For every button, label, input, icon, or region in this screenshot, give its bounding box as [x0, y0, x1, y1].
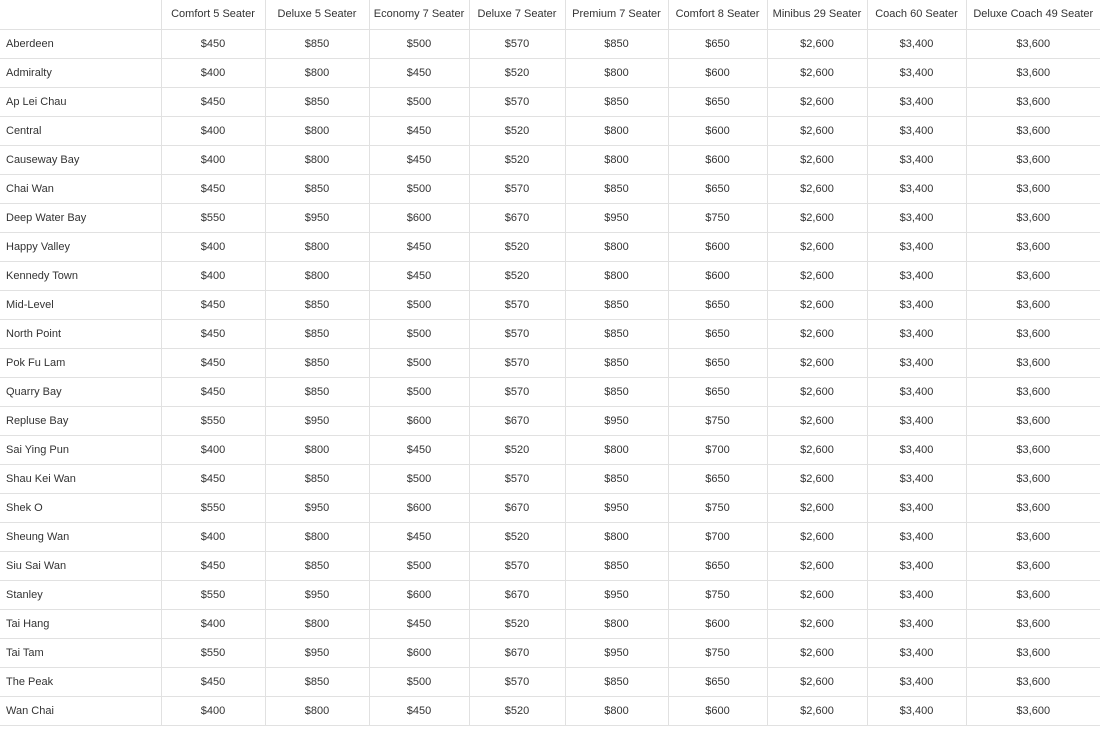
price-cell: $520 [469, 522, 565, 551]
price-cell: $600 [369, 580, 469, 609]
price-cell: $3,400 [867, 116, 966, 145]
price-cell: $2,600 [767, 522, 867, 551]
price-cell: $2,600 [767, 493, 867, 522]
location-cell: Mid-Level [0, 290, 161, 319]
price-cell: $570 [469, 290, 565, 319]
price-cell: $2,600 [767, 319, 867, 348]
price-cell: $450 [369, 696, 469, 725]
price-cell: $3,400 [867, 551, 966, 580]
price-cell: $650 [668, 464, 767, 493]
location-cell: Pok Fu Lam [0, 348, 161, 377]
price-cell: $520 [469, 609, 565, 638]
table-row [0, 261, 1100, 290]
price-cell: $850 [565, 319, 668, 348]
table-row [0, 435, 1100, 464]
price-cell: $850 [265, 174, 369, 203]
price-cell: $950 [265, 493, 369, 522]
corner-cell [0, 0, 161, 29]
price-cell: $550 [161, 203, 265, 232]
table-row [0, 638, 1100, 667]
column-header: Comfort 5 Seater [161, 0, 265, 29]
price-cell: $500 [369, 174, 469, 203]
price-cell: $450 [161, 377, 265, 406]
column-header: Deluxe 5 Seater [265, 0, 369, 29]
price-cell: $3,600 [966, 348, 1100, 377]
price-cell: $570 [469, 348, 565, 377]
price-cell: $2,600 [767, 58, 867, 87]
price-cell: $700 [668, 435, 767, 464]
price-cell: $600 [668, 261, 767, 290]
price-cell: $450 [161, 551, 265, 580]
price-cell: $800 [265, 435, 369, 464]
location-cell: Ap Lei Chau [0, 87, 161, 116]
table-row [0, 696, 1100, 725]
price-cell: $450 [161, 174, 265, 203]
price-cell: $800 [265, 145, 369, 174]
table-row [0, 464, 1100, 493]
price-cell: $850 [265, 87, 369, 116]
column-header: Comfort 8 Seater [668, 0, 767, 29]
price-cell: $500 [369, 87, 469, 116]
price-cell: $3,600 [966, 609, 1100, 638]
price-cell: $850 [265, 377, 369, 406]
price-cell: $850 [265, 290, 369, 319]
price-cell: $3,400 [867, 319, 966, 348]
price-cell: $3,600 [966, 580, 1100, 609]
price-cell: $3,400 [867, 145, 966, 174]
price-cell: $3,400 [867, 435, 966, 464]
price-cell: $2,600 [767, 29, 867, 58]
price-cell: $2,600 [767, 580, 867, 609]
price-cell: $570 [469, 377, 565, 406]
price-cell: $3,600 [966, 696, 1100, 725]
price-cell: $800 [265, 116, 369, 145]
price-cell: $3,600 [966, 493, 1100, 522]
price-cell: $450 [369, 58, 469, 87]
price-cell: $3,600 [966, 406, 1100, 435]
price-cell: $520 [469, 435, 565, 464]
table-row [0, 203, 1100, 232]
price-cell: $800 [565, 116, 668, 145]
price-cell: $950 [565, 493, 668, 522]
table-row [0, 174, 1100, 203]
price-cell: $450 [161, 464, 265, 493]
price-cell: $3,600 [966, 667, 1100, 696]
price-cell: $600 [668, 609, 767, 638]
price-cell: $3,600 [966, 145, 1100, 174]
price-cell: $650 [668, 29, 767, 58]
price-cell: $2,600 [767, 638, 867, 667]
price-cell: $3,400 [867, 290, 966, 319]
price-cell: $3,400 [867, 174, 966, 203]
price-cell: $950 [265, 580, 369, 609]
price-cell: $2,600 [767, 377, 867, 406]
price-cell: $600 [369, 493, 469, 522]
price-cell: $3,600 [966, 551, 1100, 580]
price-cell: $800 [565, 232, 668, 261]
price-cell: $3,600 [966, 377, 1100, 406]
table-row [0, 377, 1100, 406]
price-cell: $650 [668, 348, 767, 377]
price-cell: $3,600 [966, 319, 1100, 348]
price-cell: $3,600 [966, 87, 1100, 116]
price-cell: $2,600 [767, 609, 867, 638]
price-cell: $950 [565, 406, 668, 435]
price-cell: $3,400 [867, 377, 966, 406]
price-cell: $850 [265, 551, 369, 580]
price-cell: $800 [265, 261, 369, 290]
location-cell: Admiralty [0, 58, 161, 87]
price-cell: $670 [469, 638, 565, 667]
price-cell: $750 [668, 493, 767, 522]
price-cell: $3,400 [867, 493, 966, 522]
price-cell: $400 [161, 145, 265, 174]
price-cell: $600 [668, 696, 767, 725]
location-cell: Aberdeen [0, 29, 161, 58]
price-cell: $850 [565, 174, 668, 203]
price-cell: $800 [265, 696, 369, 725]
price-cell: $850 [265, 29, 369, 58]
price-cell: $2,600 [767, 290, 867, 319]
price-cell: $550 [161, 406, 265, 435]
location-cell: Shau Kei Wan [0, 464, 161, 493]
price-cell: $650 [668, 290, 767, 319]
price-cell: $670 [469, 406, 565, 435]
location-cell: Deep Water Bay [0, 203, 161, 232]
price-cell: $2,600 [767, 261, 867, 290]
price-cell: $650 [668, 377, 767, 406]
price-cell: $570 [469, 29, 565, 58]
location-cell: Wan Chai [0, 696, 161, 725]
table-row [0, 116, 1100, 145]
price-cell: $520 [469, 116, 565, 145]
price-cell: $850 [565, 667, 668, 696]
price-cell: $850 [565, 348, 668, 377]
price-cell: $650 [668, 551, 767, 580]
location-cell: Siu Sai Wan [0, 551, 161, 580]
price-cell: $850 [565, 551, 668, 580]
location-cell: Repluse Bay [0, 406, 161, 435]
price-cell: $3,400 [867, 261, 966, 290]
location-cell: Quarry Bay [0, 377, 161, 406]
column-header: Minibus 29 Seater [767, 0, 867, 29]
price-cell: $400 [161, 609, 265, 638]
table-row [0, 319, 1100, 348]
price-cell: $550 [161, 493, 265, 522]
price-cell: $520 [469, 145, 565, 174]
price-cell: $850 [565, 377, 668, 406]
price-cell: $2,600 [767, 203, 867, 232]
column-header: Deluxe 7 Seater [469, 0, 565, 29]
price-cell: $2,600 [767, 348, 867, 377]
table-row [0, 290, 1100, 319]
table-row [0, 609, 1100, 638]
price-cell: $3,400 [867, 609, 966, 638]
table-row [0, 667, 1100, 696]
price-cell: $500 [369, 551, 469, 580]
price-cell: $3,600 [966, 232, 1100, 261]
price-cell: $2,600 [767, 464, 867, 493]
table-row [0, 406, 1100, 435]
price-cell: $2,600 [767, 174, 867, 203]
price-cell: $3,400 [867, 58, 966, 87]
price-cell: $750 [668, 580, 767, 609]
price-cell: $450 [369, 145, 469, 174]
price-cell: $600 [668, 232, 767, 261]
price-cell: $3,600 [966, 638, 1100, 667]
price-cell: $670 [469, 580, 565, 609]
location-cell: Shek O [0, 493, 161, 522]
price-cell: $800 [565, 435, 668, 464]
price-cell: $450 [161, 319, 265, 348]
price-cell: $550 [161, 638, 265, 667]
price-cell: $520 [469, 696, 565, 725]
price-cell: $3,400 [867, 522, 966, 551]
price-cell: $3,400 [867, 87, 966, 116]
price-cell: $3,400 [867, 232, 966, 261]
price-cell: $3,600 [966, 261, 1100, 290]
price-cell: $700 [668, 522, 767, 551]
price-cell: $450 [369, 522, 469, 551]
price-cell: $2,600 [767, 145, 867, 174]
price-cell: $950 [265, 406, 369, 435]
table-row [0, 551, 1100, 580]
price-cell: $3,600 [966, 290, 1100, 319]
table-header [0, 0, 1100, 29]
price-cell: $2,600 [767, 116, 867, 145]
price-cell: $570 [469, 667, 565, 696]
price-cell: $3,400 [867, 464, 966, 493]
price-cell: $500 [369, 377, 469, 406]
price-cell: $600 [668, 116, 767, 145]
table-row [0, 232, 1100, 261]
price-cell: $3,600 [966, 29, 1100, 58]
price-cell: $570 [469, 319, 565, 348]
price-cell: $570 [469, 464, 565, 493]
price-cell: $750 [668, 638, 767, 667]
price-cell: $450 [161, 29, 265, 58]
price-cell: $450 [161, 290, 265, 319]
price-cell: $400 [161, 522, 265, 551]
price-cell: $400 [161, 232, 265, 261]
price-cell: $3,600 [966, 203, 1100, 232]
price-cell: $800 [265, 232, 369, 261]
location-cell: Tai Tam [0, 638, 161, 667]
table-body [0, 29, 1100, 725]
price-cell: $520 [469, 58, 565, 87]
price-cell: $570 [469, 87, 565, 116]
price-cell: $400 [161, 435, 265, 464]
price-cell: $950 [565, 203, 668, 232]
table-row [0, 29, 1100, 58]
price-cell: $850 [265, 464, 369, 493]
column-header: Deluxe Coach 49 Seater [966, 0, 1100, 29]
price-cell: $3,400 [867, 203, 966, 232]
price-cell: $670 [469, 493, 565, 522]
location-cell: Tai Hang [0, 609, 161, 638]
price-cell: $450 [161, 87, 265, 116]
table-row [0, 348, 1100, 377]
price-cell: $500 [369, 290, 469, 319]
price-cell: $450 [369, 435, 469, 464]
price-cell: $2,600 [767, 87, 867, 116]
table-row [0, 58, 1100, 87]
price-cell: $450 [161, 667, 265, 696]
price-cell: $800 [565, 522, 668, 551]
price-cell: $450 [161, 348, 265, 377]
price-cell: $570 [469, 174, 565, 203]
price-cell: $400 [161, 58, 265, 87]
price-cell: $450 [369, 232, 469, 261]
table-row [0, 87, 1100, 116]
table-row [0, 145, 1100, 174]
price-cell: $650 [668, 667, 767, 696]
location-cell: Happy Valley [0, 232, 161, 261]
price-cell: $500 [369, 667, 469, 696]
price-cell: $750 [668, 406, 767, 435]
price-cell: $600 [668, 58, 767, 87]
location-cell: Chai Wan [0, 174, 161, 203]
price-cell: $3,600 [966, 58, 1100, 87]
location-cell: Kennedy Town [0, 261, 161, 290]
column-header: Premium 7 Seater [565, 0, 668, 29]
location-cell: Sheung Wan [0, 522, 161, 551]
price-cell: $650 [668, 174, 767, 203]
price-cell: $2,600 [767, 551, 867, 580]
price-cell: $3,600 [966, 116, 1100, 145]
price-cell: $3,600 [966, 174, 1100, 203]
price-cell: $850 [565, 464, 668, 493]
price-cell: $850 [265, 319, 369, 348]
price-cell: $600 [369, 203, 469, 232]
price-cell: $800 [265, 522, 369, 551]
location-cell: Central [0, 116, 161, 145]
location-cell: North Point [0, 319, 161, 348]
price-cell: $850 [565, 29, 668, 58]
price-cell: $450 [369, 116, 469, 145]
price-cell: $850 [265, 348, 369, 377]
column-header: Economy 7 Seater [369, 0, 469, 29]
price-cell: $3,600 [966, 464, 1100, 493]
price-cell: $570 [469, 551, 565, 580]
price-cell: $3,400 [867, 29, 966, 58]
price-cell: $3,400 [867, 406, 966, 435]
price-cell: $500 [369, 348, 469, 377]
location-cell: Sai Ying Pun [0, 435, 161, 464]
price-cell: $400 [161, 696, 265, 725]
price-cell: $800 [265, 609, 369, 638]
price-cell: $950 [265, 638, 369, 667]
price-cell: $950 [565, 580, 668, 609]
price-cell: $600 [668, 145, 767, 174]
location-cell: The Peak [0, 667, 161, 696]
price-cell: $950 [265, 203, 369, 232]
price-cell: $450 [369, 261, 469, 290]
price-cell: $550 [161, 580, 265, 609]
price-cell: $600 [369, 406, 469, 435]
price-cell: $3,400 [867, 696, 966, 725]
price-cell: $650 [668, 319, 767, 348]
price-cell: $3,400 [867, 667, 966, 696]
price-cell: $600 [369, 638, 469, 667]
column-header: Coach 60 Seater [867, 0, 966, 29]
price-cell: $500 [369, 464, 469, 493]
price-cell: $400 [161, 116, 265, 145]
price-cell: $3,600 [966, 522, 1100, 551]
price-cell: $2,600 [767, 435, 867, 464]
header-row [0, 0, 1100, 29]
price-cell: $520 [469, 261, 565, 290]
price-cell: $800 [565, 58, 668, 87]
price-cell: $800 [565, 696, 668, 725]
price-cell: $650 [668, 87, 767, 116]
location-cell: Stanley [0, 580, 161, 609]
price-cell: $2,600 [767, 232, 867, 261]
price-cell: $450 [369, 609, 469, 638]
table-row [0, 522, 1100, 551]
location-cell: Causeway Bay [0, 145, 161, 174]
price-cell: $3,600 [966, 435, 1100, 464]
price-cell: $500 [369, 29, 469, 58]
price-cell: $2,600 [767, 406, 867, 435]
price-cell: $400 [161, 261, 265, 290]
table-row [0, 493, 1100, 522]
table-row [0, 580, 1100, 609]
price-cell: $800 [265, 58, 369, 87]
price-cell: $2,600 [767, 696, 867, 725]
price-cell: $3,400 [867, 580, 966, 609]
price-cell: $850 [565, 87, 668, 116]
price-cell: $520 [469, 232, 565, 261]
price-cell: $800 [565, 609, 668, 638]
price-cell: $670 [469, 203, 565, 232]
price-cell: $950 [565, 638, 668, 667]
price-cell: $850 [265, 667, 369, 696]
price-cell: $800 [565, 261, 668, 290]
price-cell: $800 [565, 145, 668, 174]
price-cell: $3,400 [867, 638, 966, 667]
price-cell: $500 [369, 319, 469, 348]
price-cell: $750 [668, 203, 767, 232]
price-cell: $3,400 [867, 348, 966, 377]
price-cell: $2,600 [767, 667, 867, 696]
price-cell: $850 [565, 290, 668, 319]
